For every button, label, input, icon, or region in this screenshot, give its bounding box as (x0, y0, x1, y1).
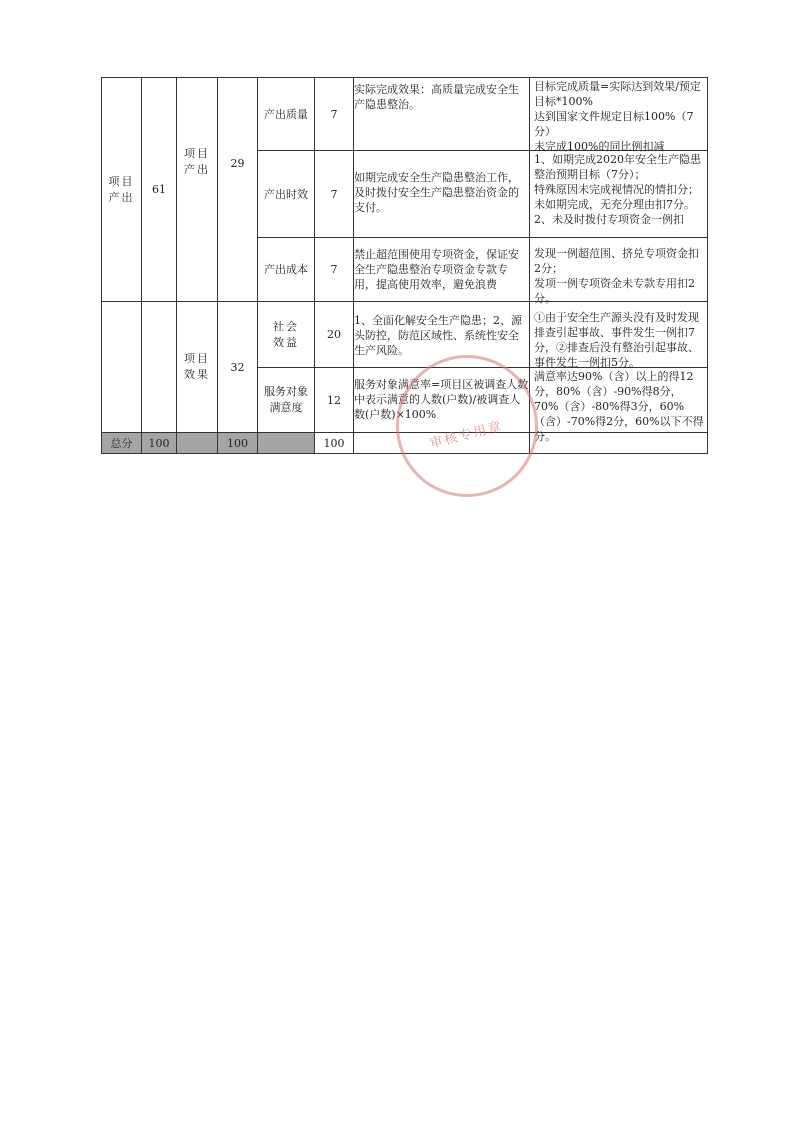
level1-indicator-cell (102, 78, 142, 302)
level2b-indicator-cell (177, 302, 218, 433)
indicator-score: 20 (315, 302, 354, 368)
level2a-indicator-label: 项目 产出 (184, 147, 210, 176)
scoring-standard: 目标完成质量=实际达到效果/预定目标*100% 达到国家文件规定目标100%（7分） 未完成100%的同比例扣减 (530, 78, 708, 151)
level2a-score: 29 (218, 78, 258, 302)
indicator-score: 7 (315, 151, 354, 238)
table-row (102, 78, 708, 151)
total-level2-score: 100 (218, 433, 258, 454)
indicator-name: 产出成本 (258, 238, 315, 302)
indicator-name: 社会 效益 (273, 319, 299, 349)
total-level1-score: 100 (142, 433, 177, 454)
total-indicator-score: 100 (315, 433, 354, 454)
level1-score: 61 (142, 78, 177, 302)
level2b-score: 32 (218, 302, 258, 433)
indicator-name-cell (258, 302, 315, 368)
indicator-name: 服务对象 满意度 (264, 385, 308, 414)
indicator-content: 1、全面化解安全生产隐患；2、源头防控，防范区域性、系统性安全生产风险。 (354, 302, 530, 368)
scoring-standard: 满意率达90%（含）以上的得12分，80%（含）-90%得8分，70%（含）-80%得3分，60%（含）-70%得2分，60%以下不得分。 (530, 368, 708, 433)
scoring-standard: 1、如期完成2020年安全生产隐患整治预期目标（7分）； 特殊原因未完成视情况的情扣分； 未如期完成，无充分理由扣7分。 2、未及时拨付专项资金一例扣 (530, 151, 708, 238)
indicator-name: 产出时效 (258, 151, 315, 238)
table-row (102, 302, 708, 368)
indicator-name: 产出质量 (258, 78, 315, 151)
indicator-score: 7 (315, 78, 354, 151)
official-seal-text: 审核专用章 (428, 419, 505, 452)
indicator-score: 7 (315, 238, 354, 302)
level2b-indicator-label: 项目 效果 (184, 352, 210, 381)
indicator-content: 服务对象满意率=项目区被调查人数中表示满意的人数(户数)/被调查人数(户数)×100% (354, 368, 530, 433)
indicator-content: 如期完成安全生产隐患整治工作，及时拨付安全生产隐患整治资金的支付。 (354, 151, 530, 238)
level2a-indicator-cell (177, 78, 218, 302)
indicator-content: 实际完成效果：高质量完成安全生产隐患整治。 (354, 78, 530, 151)
total-label: 总分 (102, 433, 142, 454)
indicator-score: 12 (315, 368, 354, 433)
indicator-name-cell (258, 368, 315, 433)
scoring-standard: 发现一例超范围、挤兑专项资金扣2分； 发项一例专项资金未专款专用扣2分。 (530, 238, 708, 302)
level1-indicator-label: 项目 产出 (108, 174, 135, 204)
scoring-standard: ①由于安全生产源头没有及时发现排查引起事故、事件发生一例扣7分，②排查后没有整治引起事故、事件发生一例扣5分。 (530, 302, 708, 368)
indicator-content: 禁止超范围使用专项资金，保证安全生产隐患整治专项资金专款专用，提高使用效率，避免浪费 (354, 238, 530, 302)
